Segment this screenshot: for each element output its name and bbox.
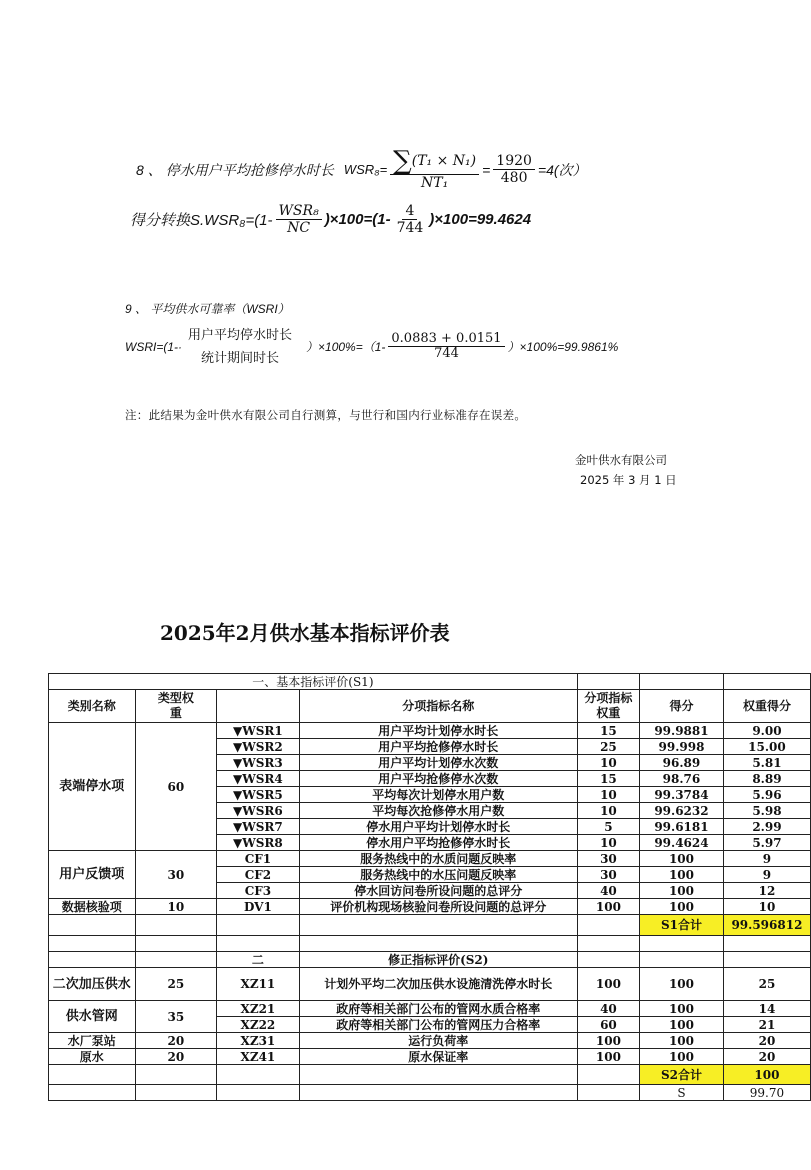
dv-code: DV1: [217, 899, 300, 915]
formula-8: [136, 148, 587, 191]
xz31-code: XZ31: [217, 1033, 300, 1049]
dv-weight: 100: [577, 899, 639, 915]
cf-category: 用户反馈项: [49, 851, 136, 899]
table-row: [49, 1001, 811, 1017]
evaluation-table: [48, 673, 811, 1101]
cf-score: 100: [640, 851, 724, 867]
xz11-type-weight: 25: [135, 968, 217, 1001]
dv-score: 100: [640, 899, 724, 915]
wsr-name: 停水用户平均抢修停水时长: [299, 835, 577, 851]
formula-8-index: 8: [136, 161, 144, 178]
xz11-category: 二次加压供水: [49, 968, 136, 1001]
table-row: [49, 1049, 811, 1065]
wsr-weight: 10: [577, 755, 639, 771]
wsr-code: ▼WSR1: [217, 723, 300, 739]
cf-weight: 40: [577, 883, 639, 899]
pipe-score: 100: [640, 1001, 724, 1017]
header-type-weight: 类型权重: [135, 690, 217, 723]
score-8-den: NC: [287, 220, 311, 237]
pipe-code: XZ22: [217, 1017, 300, 1033]
formula-9-heading: 9 、 平均供水可靠率（WSRI）: [125, 302, 290, 316]
wsr-weighted: 8.89: [723, 771, 810, 787]
header-item-weight: 分项指标权重: [577, 690, 639, 723]
pipe-weighted: 14: [723, 1001, 810, 1017]
formula-8-sep: 、: [147, 161, 162, 178]
s1-total-label: S1合计: [640, 915, 724, 936]
wsr-score: 99.998: [640, 739, 724, 755]
pipe-name: 政府等相关部门公布的管网水质合格率: [299, 1001, 577, 1017]
xz11-weight: 100: [577, 968, 639, 1001]
wsr-name: 用户平均计划停水次数: [299, 755, 577, 771]
table-row: [49, 968, 811, 1001]
formula-9-fraction: [185, 328, 295, 366]
table-row: [49, 1033, 811, 1049]
cf-score: 100: [640, 883, 724, 899]
table-row: [49, 899, 811, 915]
cf-score: 100: [640, 867, 724, 883]
s-total-label: S: [640, 1085, 724, 1101]
formula-8-eq: =: [482, 161, 491, 178]
formula-8-sum-den: NT₁: [421, 175, 449, 191]
wsr-weight: 15: [577, 771, 639, 787]
header-weighted-score: 权重得分: [723, 690, 810, 723]
pipe-name: 政府等相关部门公布的管网压力合格率: [299, 1017, 577, 1033]
wsr-name: 用户平均计划停水时长: [299, 723, 577, 739]
wsr-score: 99.9881: [640, 723, 724, 739]
cf-code: CF2: [217, 867, 300, 883]
empty-row: [49, 936, 811, 952]
xz31-weighted: 20: [723, 1033, 810, 1049]
table-row: [49, 723, 811, 739]
xz41-code: XZ41: [217, 1049, 300, 1065]
wsr-weighted: 2.99: [723, 819, 810, 835]
score-8-mid: )×100=(1-: [324, 211, 391, 229]
xz41-name: 原水保证率: [299, 1049, 577, 1065]
wsr-name: 平均每次计划停水用户数: [299, 787, 577, 803]
score-8-result: )×100=99.4624: [429, 211, 532, 229]
pipe-category: 供水管网: [49, 1001, 136, 1033]
wsr-weighted: 5.97: [723, 835, 810, 851]
score-8-value-den: 744: [396, 220, 424, 237]
signature-company: 金叶供水有限公司: [575, 453, 667, 467]
table-row: [49, 674, 811, 690]
section-1-title: 一、基本指标评价(S1): [49, 674, 578, 690]
table-title: 2025年2月供水基本指标评价表: [160, 621, 450, 645]
cf-name: 停水回访问卷所设问题的总评分: [299, 883, 577, 899]
formula-9-result: ）×100%=99.9861%: [507, 340, 619, 355]
s2-total-row: [49, 1065, 811, 1085]
xz11-score: 100: [640, 968, 724, 1001]
wsr-score: 96.89: [640, 755, 724, 771]
wsr-weighted: 5.98: [723, 803, 810, 819]
wsr-type-weight: 60: [135, 723, 217, 851]
pipe-weighted: 21: [723, 1017, 810, 1033]
cf-rows: [49, 851, 811, 899]
xz31-name: 运行负荷率: [299, 1033, 577, 1049]
formula-8-sum-fraction: [390, 148, 479, 191]
s2-total-label: S2合计: [640, 1065, 724, 1085]
wsr-code: ▼WSR3: [217, 755, 300, 771]
xz41-weighted: 20: [723, 1049, 810, 1065]
formula-9-num: 用户平均停水时长: [188, 327, 293, 342]
xz31-score: 100: [640, 1033, 724, 1049]
section-2-title: 修正指标评价(S2): [299, 952, 577, 968]
wsr-score: 99.4624: [640, 835, 724, 851]
cf-weighted: 9: [723, 867, 810, 883]
formula-9-value-fraction: [388, 332, 504, 363]
wsr-weight: 5: [577, 819, 639, 835]
wsr-code: ▼WSR6: [217, 803, 300, 819]
score-8: [130, 203, 531, 236]
xz31-category: 水厂泵站: [49, 1033, 136, 1049]
s1-total-value: 99.596812: [723, 915, 810, 936]
xz41-type-weight: 20: [135, 1049, 217, 1065]
wsr-weight: 15: [577, 723, 639, 739]
score-8-label: 得分转换S.WSR₈=(1-: [130, 212, 273, 230]
formula-9-den: 统计期间时长: [201, 349, 280, 365]
wsr-weight: 10: [577, 803, 639, 819]
pipe-score: 100: [640, 1017, 724, 1033]
header-category: 类别名称: [49, 690, 136, 723]
formula-8-value-num: 1920: [493, 153, 535, 170]
wsr-weighted: 9.00: [723, 723, 810, 739]
cf-type-weight: 30: [135, 851, 217, 899]
score-8-value-num: 4: [402, 203, 417, 220]
wsr-weight: 25: [577, 739, 639, 755]
score-8-fraction: [276, 203, 322, 236]
wsr-weighted: 5.96: [723, 787, 810, 803]
formula-8-label: 停水用户平均抢修停水时长: [165, 161, 334, 178]
cf-weight: 30: [577, 867, 639, 883]
wsr-weight: 10: [577, 835, 639, 851]
wsr-name: 用户平均抢修停水时长: [299, 739, 577, 755]
cf-code: CF3: [217, 883, 300, 899]
wsr-weighted: 5.81: [723, 755, 810, 771]
sigma-icon: ∑: [393, 146, 412, 176]
formula-9-value-num: 0.0883 + 0.0151: [388, 332, 504, 348]
wsr-score: 99.6181: [640, 819, 724, 835]
wsr-code: ▼WSR2: [217, 739, 300, 755]
note: 注：此结果为金叶供水有限公司自行测算，与世行和国内行业标准存在误差。: [125, 408, 527, 422]
xz31-type-weight: 20: [135, 1033, 217, 1049]
xz41-weight: 100: [577, 1049, 639, 1065]
cf-code: CF1: [217, 851, 300, 867]
xz41-score: 100: [640, 1049, 724, 1065]
formula-8-lhs: WSR₈=: [343, 162, 388, 178]
wsr-name: 用户平均抢修停水次数: [299, 771, 577, 787]
dv-type-weight: 10: [135, 899, 217, 915]
pipe-code: XZ21: [217, 1001, 300, 1017]
formula-8-value-den: 480: [500, 170, 528, 187]
xz11-name: 计划外平均二次加压供水设施清洗停水时长: [299, 968, 577, 1001]
wsr-code: ▼WSR4: [217, 771, 300, 787]
wsr-code: ▼WSR5: [217, 787, 300, 803]
wsr-weight: 10: [577, 787, 639, 803]
wsr-weighted: 15.00: [723, 739, 810, 755]
wsr-score: 99.3784: [640, 787, 724, 803]
dv-category: 数据核验项: [49, 899, 136, 915]
formula-9-value-den: 744: [434, 346, 459, 362]
cf-weighted: 12: [723, 883, 810, 899]
wsr-score: 99.6232: [640, 803, 724, 819]
pipe-weight: 60: [577, 1017, 639, 1033]
s-total-row: [49, 1085, 811, 1101]
xz11-weighted: 25: [723, 968, 810, 1001]
section-2-row: [49, 952, 811, 968]
header-score: 得分: [640, 690, 724, 723]
wsr-category: 表端停水项: [49, 723, 136, 851]
cf-weight: 30: [577, 851, 639, 867]
pipe-type-weight: 35: [135, 1001, 217, 1033]
wsr-code: ▼WSR7: [217, 819, 300, 835]
header-item-name: 分项指标名称: [299, 690, 577, 723]
section-2-number: 二: [217, 952, 300, 968]
cf-weighted: 9: [723, 851, 810, 867]
formula-9-mid: ）×100%=（1-: [306, 340, 386, 355]
score-8-value-fraction: [394, 203, 427, 236]
cf-name: 服务热线中的水压问题反映率: [299, 867, 577, 883]
dv-weighted: 10: [723, 899, 810, 915]
s-total-value: 99.70: [723, 1085, 810, 1101]
xz11-code: XZ11: [217, 968, 300, 1001]
table-header-row: [49, 690, 811, 723]
formula-8-value-fraction: [493, 153, 535, 186]
pipe-rows: [49, 1001, 811, 1033]
xz31-weight: 100: [577, 1033, 639, 1049]
s2-total-value: 100: [723, 1065, 810, 1085]
wsr-code: ▼WSR8: [217, 835, 300, 851]
table-row: [49, 851, 811, 867]
xz41-category: 原水: [49, 1049, 136, 1065]
dv-name: 评价机构现场核验问卷所设问题的总评分: [299, 899, 577, 915]
formula-8-result: =4(次）: [537, 161, 587, 178]
formula-9-lhs: WSRI=(1-·: [125, 339, 182, 354]
cf-name: 服务热线中的水质问题反映率: [299, 851, 577, 867]
formula-8-sum-num: (T₁ × N₁): [411, 152, 477, 169]
wsr-rows: [49, 723, 811, 851]
signature-date: 2025 年 3 月 1 日: [580, 473, 677, 487]
pipe-weight: 40: [577, 1001, 639, 1017]
score-8-num: WSR₈: [276, 203, 322, 220]
formula-9: [125, 328, 618, 366]
wsr-score: 98.76: [640, 771, 724, 787]
wsr-name: 停水用户平均计划停水时长: [299, 819, 577, 835]
s1-total-row: [49, 915, 811, 936]
wsr-name: 平均每次抢修停水用户数: [299, 803, 577, 819]
